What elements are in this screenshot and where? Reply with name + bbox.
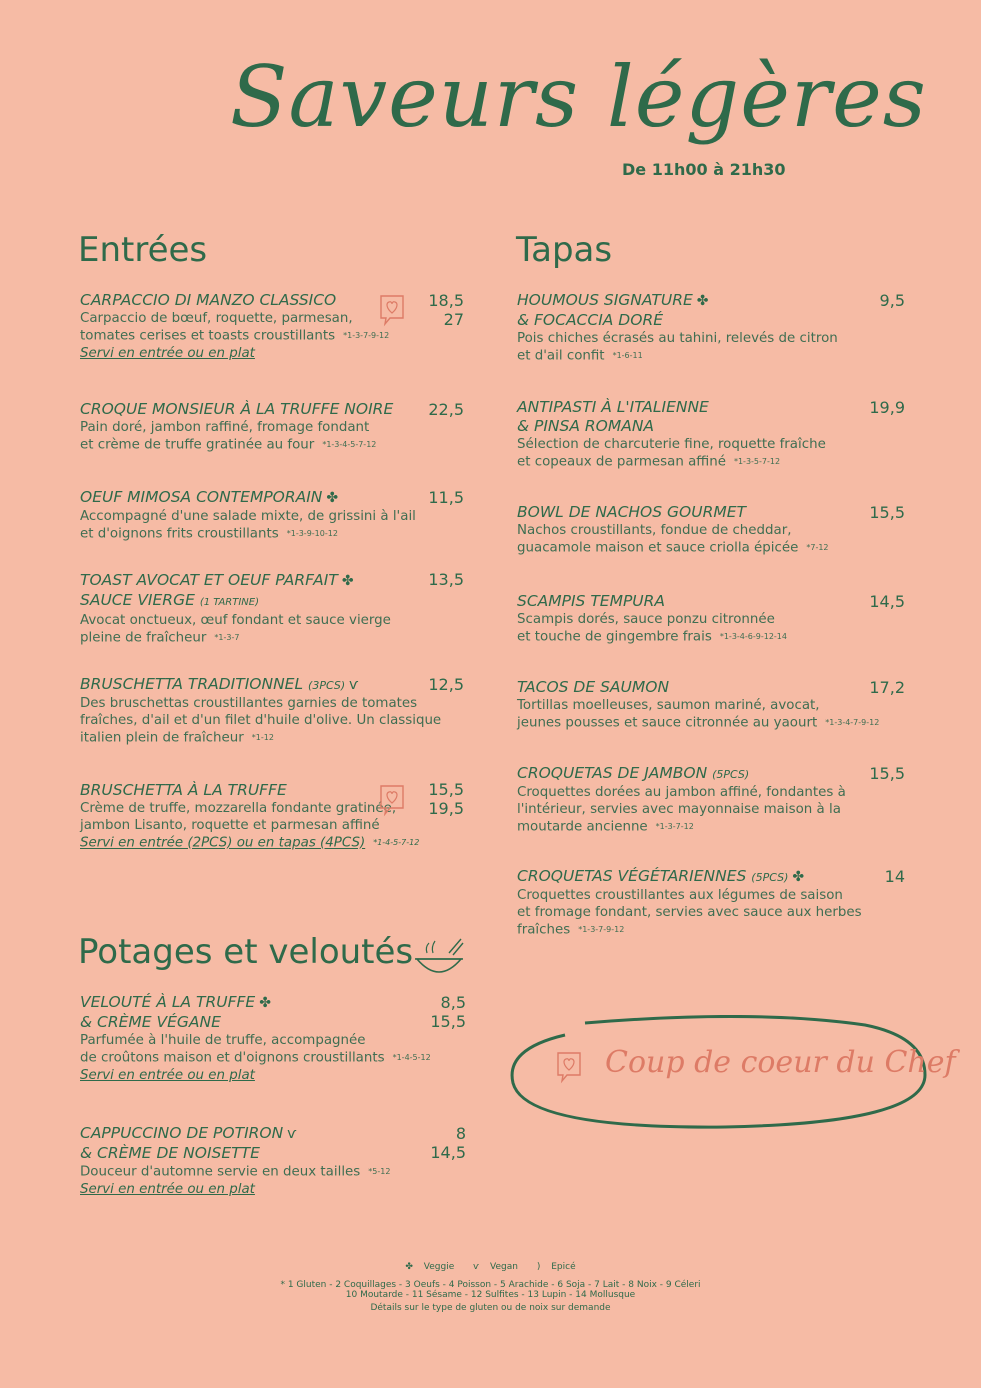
item-desc: Scampis dorés, sauce ponzu citronnée — [517, 612, 775, 627]
item-desc-line: Douceur d'automne servie en deux tailles — [80, 1164, 361, 1180]
allergen-codes: *1-3-4-7-9-12 — [825, 718, 880, 727]
heart-speech-icon — [378, 783, 406, 817]
price-small: 18,5 — [428, 291, 464, 310]
item-price: 12,5 — [428, 675, 464, 694]
allergen-codes: *7-12 — [806, 543, 829, 552]
menu-item-bruschetta-truffe — [80, 781, 419, 852]
allergen-codes: *1-12 — [251, 733, 274, 742]
item-desc — [80, 1163, 390, 1181]
price-small: 8,5 — [440, 993, 466, 1012]
item-portion-note: (3PCS) — [308, 679, 346, 692]
item-name: ANTIPASTI À L'ITALIENNE — [517, 398, 709, 416]
item-desc: Accompagné d'une salade mixte, de grissini à l'ail — [80, 509, 416, 524]
clover-icon: ✤ — [792, 869, 805, 885]
menu-item-croque — [80, 400, 393, 454]
item-name — [517, 764, 846, 784]
item-portion-note: (5PCS) — [751, 871, 789, 884]
spicy-key — [533, 1262, 580, 1272]
item-name-text: OEUF MIMOSA CONTEMPORAIN — [80, 488, 323, 506]
item-price: 13,5 — [428, 570, 464, 589]
item-desc: Nachos croustillants, fondue de cheddar, — [517, 523, 792, 538]
allergen-codes: *1-3-4-6-9-12-14 — [719, 632, 787, 641]
menu-item-tacos — [517, 678, 879, 732]
item-desc — [80, 729, 441, 747]
item-name-line2: & CRÈME VÉGANE — [80, 1013, 221, 1031]
item-name — [80, 675, 441, 695]
price-small: 8 — [455, 1124, 466, 1143]
item-name — [517, 867, 862, 887]
item-price: 14,5 — [869, 592, 905, 611]
allergen-codes: *1-6-11 — [612, 351, 643, 360]
item-price — [420, 780, 464, 818]
item-name-line2 — [80, 591, 391, 612]
item-desc: Des bruschettas croustillantes garnies de tomates — [80, 696, 418, 711]
item-name — [517, 291, 838, 311]
item-name-text: CROQUETAS VÉGÉTARIENNES — [517, 867, 747, 885]
spicy-label: Epicé — [551, 1262, 576, 1272]
item-name: TACOS DE SAUMON — [517, 678, 670, 696]
item-name: BOWL DE NACHOS GOURMET — [517, 503, 746, 521]
veggie-label: Veggie — [423, 1262, 455, 1272]
opening-hours: De 11h00 à 21h30 — [622, 160, 786, 179]
item-desc: Croquettes dorées au jambon affiné, fondantes à — [517, 785, 846, 800]
item-name-line2: & FOCACCIA DORÉ — [517, 311, 664, 329]
item-desc — [517, 818, 846, 836]
serving-option: Servi en entrée ou en plat — [80, 1067, 255, 1083]
item-desc-line: moutarde ancienne — [517, 819, 648, 835]
section-title-tapas: Tapas — [516, 230, 613, 270]
heart-speech-icon — [555, 1050, 583, 1084]
item-price: 14 — [884, 867, 905, 886]
item-desc: Parfumée à l'huile de truffe, accompagnée — [80, 1033, 366, 1048]
item-name-text: VELOUTÉ À LA TRUFFE — [80, 993, 256, 1011]
allergen-codes: *1-4-5-12 — [392, 1053, 431, 1062]
item-desc — [80, 1049, 431, 1067]
allergen-codes: *1-3-5-7-12 — [733, 457, 781, 466]
item-desc-line: et d'ail confit — [517, 348, 605, 364]
item-price: 17,2 — [869, 678, 905, 697]
section-title-potages: Potages et veloutés — [78, 932, 414, 972]
item-desc: Carpaccio de bœuf, roquette, parmesan, — [80, 311, 353, 326]
item-name — [80, 1124, 390, 1144]
heart-speech-icon — [378, 293, 406, 327]
menu-item-carpaccio — [80, 291, 389, 362]
price-large: 14,5 — [430, 1143, 466, 1162]
vegan-key — [469, 1262, 522, 1272]
item-name-text: TOAST AVOCAT ET OEUF PARFAIT — [80, 571, 338, 589]
item-price: 11,5 — [428, 488, 464, 507]
item-name-text: SAUCE VIERGE — [80, 591, 195, 609]
item-name-line2: & PINSA ROMANA — [517, 417, 655, 435]
allergen-codes: *1-3-9-10-12 — [286, 529, 338, 538]
clover-icon: ✤ — [326, 490, 339, 506]
clover-icon: ✤ — [259, 995, 271, 1011]
item-desc — [517, 453, 826, 471]
menu-item-antipasti — [517, 398, 826, 471]
item-name: BRUSCHETTA À LA TRUFFE — [80, 781, 287, 799]
vegan-leaf-icon: ѵ — [349, 677, 359, 693]
price-large: 19,5 — [428, 799, 464, 818]
item-desc — [517, 347, 838, 365]
item-name: CARPACCIO DI MANZO CLASSICO — [80, 291, 337, 309]
item-desc-line: guacamole maison et sauce criolla épicée — [517, 540, 799, 556]
item-desc-line: tomates cerises et toasts croustillants — [80, 328, 336, 344]
item-desc: Pain doré, jambon raffiné, fromage fondant — [80, 420, 370, 435]
allergen-note: Détails sur le type de gluten ou de noix sur demande — [370, 1303, 611, 1313]
price-small: 15,5 — [428, 780, 464, 799]
section-title-entrees: Entrées — [78, 230, 208, 270]
item-name: CROQUE MONSIEUR À LA TRUFFE NOIRE — [80, 400, 394, 418]
allergen-list-line1: * 1 Gluten - 2 Coquillages - 3 Oeufs - 4 Poisson - 5 Arachide - 6 Soja - 7 Lait - 8 Noix - 9 Céleri — [280, 1280, 701, 1290]
item-desc-line: italien plein de fraîcheur — [80, 730, 244, 746]
serving-option-text: Servi en entrée (2PCS) ou en tapas (4PCS) — [80, 835, 366, 851]
clover-icon: ✤ — [696, 293, 709, 309]
item-desc: Pois chiches écrasés au tahini, relevés de citron — [517, 331, 838, 346]
menu-item-scampis — [517, 592, 787, 646]
item-desc: Avocat onctueux, œuf fondant et sauce vierge — [80, 613, 391, 628]
item-name — [80, 488, 416, 508]
item-price — [420, 291, 464, 329]
chef-favorite-badge — [505, 1015, 956, 1135]
item-desc — [517, 714, 879, 732]
item-name — [80, 993, 431, 1013]
chili-icon: ) — [536, 1262, 541, 1272]
item-desc — [517, 921, 862, 939]
item-portion-note: (5PCS) — [712, 768, 750, 781]
clover-icon: ✤ — [405, 1262, 413, 1272]
item-price — [420, 1124, 466, 1162]
menu-item-toast-avocat — [80, 571, 391, 647]
serving-option: Servi en entrée ou en plat — [80, 345, 255, 361]
item-name-line2: & CRÈME DE NOISETTE — [80, 1144, 260, 1162]
item-desc-line: fraîches — [517, 922, 571, 938]
item-price: 19,9 — [869, 398, 905, 417]
menu-item-veloute-truffe — [80, 993, 431, 1084]
item-name-text: CROQUETAS DE JAMBON — [517, 764, 708, 782]
vegan-leaf-icon: ѵ — [287, 1126, 297, 1142]
allergen-codes: *1-3-7-12 — [655, 822, 694, 831]
item-desc-line: et d'oignons frits croustillants — [80, 526, 279, 542]
menu-title: Saveurs légères — [230, 48, 927, 146]
item-portion-note: (1 TARTINE) — [199, 597, 259, 608]
menu-item-cappuccino-potiron — [80, 1124, 390, 1198]
menu-item-bruschetta-traditionnel — [80, 675, 441, 747]
serving-option — [80, 834, 419, 852]
item-price: 15,5 — [869, 764, 905, 783]
item-price — [420, 993, 466, 1031]
item-name-text: HOUMOUS SIGNATURE — [517, 291, 693, 309]
item-desc-line: jeunes pousses et sauce citronnée au yaourt — [517, 715, 818, 731]
menu-item-croquetas-jambon — [517, 764, 846, 836]
allergen-codes: *1-4-5-7-12 — [373, 838, 420, 847]
item-desc-line: et touche de gingembre frais — [517, 629, 712, 645]
menu-item-oeuf-mimosa — [80, 488, 416, 543]
item-desc — [517, 539, 829, 557]
item-desc — [80, 525, 416, 543]
item-desc — [80, 436, 393, 454]
item-desc-line: de croûtons maison et d'oignons croustillants — [80, 1050, 385, 1066]
menu-item-houmous — [517, 291, 838, 365]
item-desc: Tortillas moelleuses, saumon mariné, avocat, — [517, 698, 820, 713]
item-desc-line: et crème de truffe gratinée au four — [80, 437, 315, 453]
diet-keys — [0, 1262, 981, 1272]
allergen-list-line2: 10 Moutarde - 11 Sésame - 12 Sulfites - 13 Lupin - 14 Mollusque — [345, 1290, 636, 1300]
allergen-codes: *1-3-4-5-7-12 — [322, 440, 377, 449]
item-name-text: CAPPUCCINO DE POTIRON — [80, 1124, 284, 1142]
item-desc-line: et copeaux de parmesan affiné — [517, 454, 726, 470]
serving-option: Servi en entrée ou en plat — [80, 1181, 255, 1197]
menu-item-croquetas-vegetariennes — [517, 867, 862, 939]
clover-icon: ✤ — [341, 573, 354, 589]
item-desc — [517, 628, 787, 646]
price-large: 27 — [443, 310, 464, 329]
allergen-codes: *1-3-7-9-12 — [578, 925, 625, 934]
veggie-key — [401, 1262, 458, 1272]
item-name: SCAMPIS TEMPURA — [517, 592, 666, 610]
item-desc: l'intérieur, servies avec mayonnaise maison à la — [517, 802, 841, 817]
item-desc: jambon Lisanto, roquette et parmesan affiné — [80, 818, 380, 833]
item-desc: Crème de truffe, mozzarella fondante gratinée, — [80, 801, 397, 816]
allergen-codes: *5-12 — [368, 1167, 391, 1176]
item-desc-line: pleine de fraîcheur — [80, 630, 207, 646]
item-desc: Sélection de charcuterie fine, roquette fraîche — [517, 437, 826, 452]
item-desc: et fromage fondant, servies avec sauce aux herbes — [517, 905, 862, 920]
allergen-codes: *1-3-7 — [214, 633, 240, 642]
menu-item-nachos — [517, 503, 829, 557]
price-large: 15,5 — [430, 1012, 466, 1031]
item-desc: Croquettes croustillantes aux légumes de saison — [517, 888, 843, 903]
item-price: 9,5 — [879, 291, 905, 310]
menu-title-block — [230, 48, 927, 198]
chef-favorite-label: Coup de coeur du Chef — [605, 1045, 956, 1080]
vegan-label: Vegan — [490, 1262, 518, 1272]
vegan-leaf-icon: ѵ — [473, 1262, 480, 1272]
item-name — [80, 571, 391, 591]
allergen-codes: *1-3-7-9-12 — [343, 331, 390, 340]
item-desc — [80, 327, 389, 345]
item-desc: fraîches, d'ail et d'un filet d'huile d'olive. Un classique — [80, 713, 442, 728]
legend — [0, 1262, 981, 1313]
item-name-text: BRUSCHETTA TRADITIONNEL — [80, 675, 304, 693]
item-price: 22,5 — [428, 400, 464, 419]
item-price: 15,5 — [869, 503, 905, 522]
soup-bowl-icon — [413, 935, 465, 979]
item-desc — [80, 629, 391, 647]
